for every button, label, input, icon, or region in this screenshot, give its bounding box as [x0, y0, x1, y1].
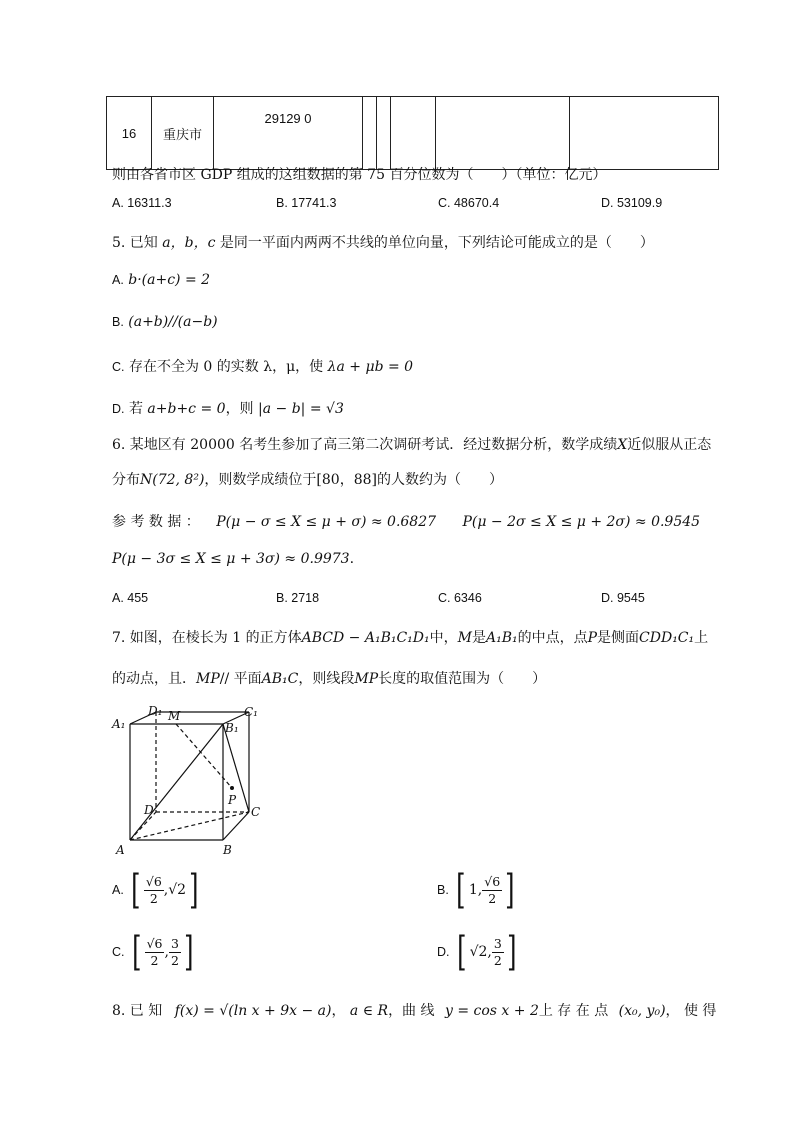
q6-reference: [112, 511, 700, 531]
q5-option-a: [112, 272, 210, 288]
q6-ref-label: 参 考 数 据 ：: [112, 514, 200, 530]
fraction: [144, 874, 164, 907]
q7-text: 中，: [429, 630, 458, 646]
q5-a-expr: b·(a+c) = 2: [128, 272, 211, 288]
denominator: 2: [488, 890, 497, 906]
q6-text: ，则数学成绩位于[80，88]的人数约为（ ）: [204, 472, 503, 488]
empty-cell: [363, 97, 377, 170]
q6-ref2: P(μ − 2σ ≤ X ≤ μ + 2σ) ≈ 0.9545: [462, 514, 701, 530]
q5-vectors: a，b，c: [162, 235, 216, 251]
empty-cell: [570, 97, 719, 170]
q6-text: 分布: [112, 472, 140, 488]
gdp-cell: 29129 0: [214, 97, 363, 170]
option-label: B.: [437, 883, 449, 897]
label-A: A: [116, 843, 125, 857]
q6-var: X: [617, 437, 628, 453]
q7-text: // 平面: [219, 671, 262, 687]
q5-c-text: 存在不全为 0 的实数 λ，μ，使: [128, 359, 324, 375]
q7-option-b: B. [ 1, $\frac{√6}{2}$ ]: [437, 867, 515, 913]
q5-stem: [112, 232, 654, 252]
q7-face: CDD₁C₁: [639, 630, 695, 646]
q7-text: ，则线段: [298, 671, 355, 687]
q7-b-left: 1,: [468, 882, 483, 898]
q8-function: f(x) = √(ln x + 9x − a): [174, 1003, 332, 1019]
q7-cube: ABCD − A₁B₁C₁D₁: [301, 630, 430, 646]
q5-d-text: 若: [128, 401, 143, 417]
option-label: A.: [112, 273, 124, 287]
row-number: 16: [107, 97, 152, 170]
q7-d-left: √2,: [469, 944, 492, 960]
q4-option-d: D. 53109.9: [601, 196, 663, 210]
option-label: C.: [112, 945, 125, 959]
q5-option-d: [112, 398, 344, 418]
q7-line1: [112, 627, 708, 647]
q7-plane: AB₁C: [261, 671, 299, 687]
fraction: [482, 874, 502, 907]
numerator: √6: [484, 873, 501, 889]
q7-option-a: A. [ $\frac{√6}{2}$ ,√2]: [112, 867, 199, 913]
q4-option-b: B. 17741.3: [276, 196, 337, 210]
label-D1: D₁: [148, 704, 163, 718]
numerator: √6: [145, 873, 162, 889]
hidden-segment-MP: [176, 724, 232, 788]
q5-option-b: [112, 314, 218, 330]
q6-option-a: A. 455: [112, 591, 149, 605]
label-A1: A₁: [112, 717, 126, 731]
q7-point-p: P: [587, 630, 598, 646]
q6-line2: [112, 469, 503, 489]
q7-mp: MP: [196, 671, 220, 687]
option-label: D.: [437, 945, 450, 959]
q5-d-expr: |a − b| = √3: [258, 401, 344, 417]
q7-text: 是: [471, 630, 486, 646]
q6-text: 近似服从正态: [627, 437, 712, 453]
label-C: C: [251, 805, 261, 819]
numerator: 3: [493, 935, 502, 951]
q7-a-right: ,√2: [163, 882, 187, 898]
point-p-dot: [230, 786, 234, 790]
numerator: 3: [170, 935, 179, 951]
q7-point-m: M: [457, 630, 472, 646]
denominator: 2: [149, 890, 158, 906]
q5-b-expr: (a+b)//(a−b): [128, 314, 218, 330]
gdp-table: [106, 96, 719, 170]
q7-option-c: C. [ $\frac{√6}{2}$ , $\frac{3}{2}$ ]: [112, 929, 194, 975]
option-label: B.: [112, 315, 124, 329]
q8-text: ， 使 得: [665, 1003, 717, 1019]
fraction: [145, 936, 165, 969]
label-D: D: [144, 803, 154, 817]
q8-domain: a ∈ R: [349, 1003, 389, 1019]
label-B1: B₁: [225, 721, 239, 735]
denominator: 2: [150, 952, 159, 968]
q4-option-c: C. 48670.4: [438, 196, 500, 210]
q8-number: 8. 已 知: [112, 1003, 163, 1019]
q8-text: ，曲 线: [388, 1003, 435, 1019]
edge-BC: [223, 812, 249, 840]
q8-line1: 8. 已 知 f(x) = √(ln x + 9x − a)， a ∈ R，曲 线 y = cos x + 2上 存 在 点 (x₀, y₀)， 使 得: [112, 1003, 717, 1019]
q6-ref3-end: .: [349, 551, 355, 567]
label-C1: C₁: [244, 705, 258, 719]
fraction: [492, 936, 504, 969]
q6-line1: [112, 434, 711, 454]
q7-text: 的中点，点: [517, 630, 588, 646]
q5-text: 是同一平面内两两不共线的单位向量，下列结论可能成立的是（ ）: [219, 235, 654, 251]
q7-text: 7. 如图，在棱长为 1 的正方体: [112, 630, 302, 646]
q7-line2: [112, 668, 546, 688]
label-P: P: [228, 793, 237, 807]
q8-text: 上 存 在 点: [538, 1003, 609, 1019]
table-row: [107, 97, 719, 170]
cube-figure: [110, 700, 270, 860]
q7-text: 是侧面: [597, 630, 640, 646]
q5-d-cond: a+b+c = 0: [147, 401, 226, 417]
empty-cell: [377, 97, 391, 170]
q7-mp: MP: [354, 671, 379, 687]
q7-option-d: D. [ √2, $\frac{3}{2}$ ]: [437, 929, 517, 975]
option-label: D.: [112, 402, 125, 416]
q5-d-then: ，则: [225, 401, 254, 417]
label-B: B: [223, 843, 232, 857]
fraction: [169, 936, 181, 969]
denominator: 2: [493, 952, 502, 968]
q5-option-c: [112, 356, 413, 376]
city-cell: 重庆市: [152, 97, 214, 170]
q6-text: 6. 某地区有 20000 名考生参加了高三第二次调研考试．经过数据分析，数学成绩: [112, 437, 618, 453]
q6-option-c: C. 6346: [438, 591, 482, 605]
q6-ref1: P(μ − σ ≤ X ≤ μ + σ) ≈ 0.6827: [216, 514, 437, 530]
numerator: √6: [146, 935, 163, 951]
q6-option-d: D. 9545: [601, 591, 645, 605]
diagonal-AB1: [130, 724, 223, 840]
q6-reference-line2: [112, 551, 354, 567]
q5-c-expr: λa + μb = 0: [327, 359, 414, 375]
denominator: 2: [170, 952, 179, 968]
q4-option-a: A. 16311.3: [112, 196, 172, 210]
q7-text: 上: [694, 630, 709, 646]
q7-text: 长度的取值范围为（ ）: [378, 671, 547, 687]
q6-ref3: P(μ − 3σ ≤ X ≤ μ + 3σ) ≈ 0.9973: [112, 551, 350, 567]
option-label: C.: [112, 360, 125, 374]
q6-distribution: N(72, 8²): [140, 472, 205, 488]
empty-cell: [391, 97, 436, 170]
q7-text: 的动点，且．: [112, 671, 196, 687]
q8-point: (x₀, y₀): [618, 1003, 666, 1019]
label-M: M: [168, 709, 181, 723]
option-label: A.: [112, 883, 124, 897]
q4-stem: 则由各省市区 GDP 组成的这组数据的第 75 百分位数为（ ）（单位：亿元）: [112, 167, 607, 183]
q7-segment: A₁B₁: [485, 630, 518, 646]
q8-curve: y = cos x + 2: [444, 1003, 539, 1019]
q6-option-b: B. 2718: [276, 591, 320, 605]
empty-cell: [436, 97, 570, 170]
q5-number: 5. 已知: [112, 235, 158, 251]
